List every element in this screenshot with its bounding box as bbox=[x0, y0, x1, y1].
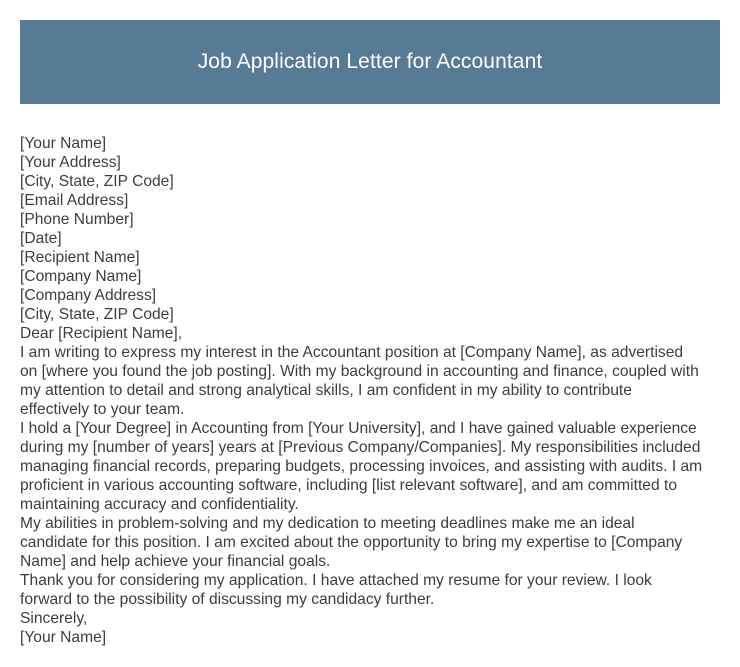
paragraph-experience bbox=[20, 419, 724, 514]
paragraph-line: proficient in various accounting software, including [list relevant software], and am committed to bbox=[20, 477, 677, 494]
sender-block bbox=[20, 134, 724, 248]
paragraph-line: managing financial records, preparing budgets, processing invoices, and assisting with audits. I am bbox=[20, 458, 703, 475]
paragraph-line: Name] and help achieve your financial goals. bbox=[20, 553, 331, 570]
recipient-city-state-zip: [City, State, ZIP Code] bbox=[20, 306, 174, 323]
closing: Sincerely, bbox=[20, 610, 88, 627]
recipient-company: [Company Name] bbox=[20, 268, 142, 285]
paragraph-line: I hold a [Your Degree] in Accounting from [Your University], and I have gained valuable experience bbox=[20, 420, 697, 437]
sender-name: [Your Name] bbox=[20, 135, 107, 152]
recipient-block bbox=[20, 248, 724, 324]
letter-date: [Date] bbox=[20, 230, 62, 247]
paragraph-line: forward to the possibility of discussing my candidacy further. bbox=[20, 591, 435, 608]
paragraph-line: effectively to your team. bbox=[20, 401, 185, 418]
paragraph-line: my attention to detail and strong analytical skills, I am confident in my ability to contribute bbox=[20, 382, 632, 399]
paragraph-line: candidate for this position. I am excited about the opportunity to bring my expertise to [Company bbox=[20, 534, 683, 551]
paragraph-introduction bbox=[20, 343, 724, 419]
paragraph-line: on [where you found the job posting]. With my background in accounting and finance, coupled with bbox=[20, 363, 699, 380]
salutation: Dear [Recipient Name], bbox=[20, 325, 183, 342]
signature-name: [Your Name] bbox=[20, 629, 107, 646]
recipient-company-address: [Company Address] bbox=[20, 287, 157, 304]
sender-city-state-zip: [City, State, ZIP Code] bbox=[20, 173, 174, 190]
sender-email: [Email Address] bbox=[20, 192, 129, 209]
page-title: Job Application Letter for Accountant bbox=[197, 50, 543, 73]
paragraph-abilities bbox=[20, 514, 724, 571]
paragraph-line: during my [number of years] years at [Previous Company/Companies]. My responsibilities included bbox=[20, 439, 701, 456]
paragraph-closing bbox=[20, 571, 724, 609]
sender-address: [Your Address] bbox=[20, 154, 121, 171]
paragraph-line: My abilities in problem-solving and my dedication to meeting deadlines make me an ideal bbox=[20, 515, 635, 532]
letter-body bbox=[20, 134, 724, 647]
recipient-name: [Recipient Name] bbox=[20, 249, 140, 266]
paragraph-line: Thank you for considering my application. I have attached my resume for your review. I look bbox=[20, 572, 652, 589]
paragraph-line: maintaining accuracy and confidentiality. bbox=[20, 496, 299, 513]
sender-phone: [Phone Number] bbox=[20, 211, 134, 228]
paragraph-line: I am writing to express my interest in the Accountant position at [Company Name], as advertised bbox=[20, 344, 684, 361]
page-header bbox=[20, 20, 720, 104]
